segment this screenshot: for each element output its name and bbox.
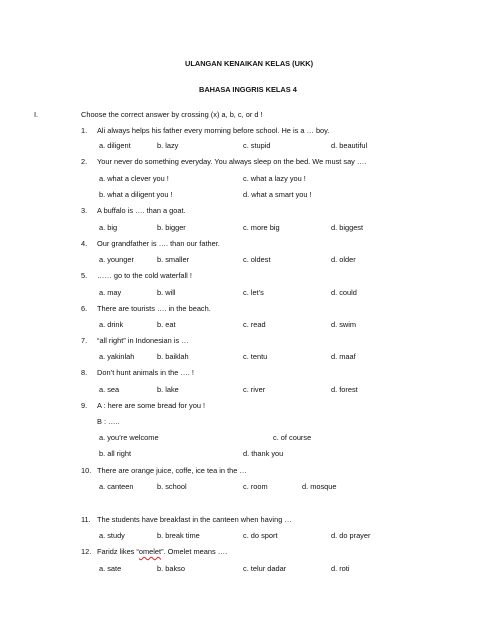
option-c: c. tentu (243, 352, 268, 361)
option-c: c. of course (273, 433, 312, 442)
question-text: There are orange juice, coffe, ice tea in the … (97, 466, 247, 475)
question-number: 6. (81, 304, 88, 313)
question-number: 7. (81, 336, 88, 345)
option-a: a. may (99, 288, 122, 297)
option-d: d. maaf (331, 352, 356, 361)
question-text (97, 548, 227, 555)
question-number: 2. (81, 157, 88, 166)
option-a: a. you’re welcome (99, 433, 159, 442)
option-b: b. school (157, 482, 187, 491)
question-text: …… go to the cold waterfall ! (97, 271, 192, 280)
page-subtitle: BAHASA INGGRIS KELAS 4 (199, 85, 297, 94)
option-a: a. drink (99, 320, 124, 329)
option-a: a. big (99, 223, 118, 232)
option-b: b. lake (157, 385, 179, 394)
option-d: d. could (331, 288, 357, 297)
option-a: a. diligent (99, 141, 131, 150)
section-instruction: Choose the correct answer by crossing (x) a, b, c, or d ! (81, 110, 263, 119)
option-d: d. thank you (243, 449, 284, 458)
option-c: c. telur dadar (243, 564, 287, 573)
option-c: c. what a lazy you ! (243, 174, 306, 183)
option-c: c. more big (243, 223, 280, 232)
question-text: Your never do something everyday. You always sleep on the bed. We must say …. (97, 157, 367, 166)
option-d: d. roti (331, 564, 350, 573)
option-a: a. sate (99, 564, 122, 573)
page-title: ULANGAN KENAIKAN KELAS (UKK) (185, 59, 314, 68)
option-d: d. mosque (302, 482, 337, 491)
option-c: c. stupid (243, 141, 271, 150)
option-c: c. oldest (243, 255, 271, 264)
question-text: Ali always helps his father every morning before school. He is a … boy. (97, 126, 330, 135)
question-text: A : here are some bread for you ! (97, 401, 206, 410)
question-text: “all right” in Indonesian is … (97, 336, 189, 345)
question-number: 5. (81, 271, 88, 280)
option-a: a. yakinlah (99, 352, 135, 361)
question-number: 11. (81, 515, 91, 524)
option-b: b. bakso (157, 564, 185, 573)
option-a: a. what a clever you ! (99, 174, 169, 183)
question-number: 4. (81, 239, 88, 248)
option-b: b. will (157, 288, 176, 297)
option-b: b. smaller (157, 255, 190, 264)
option-b: b. what a diligent you ! (99, 190, 173, 199)
question-number: 10. (81, 466, 92, 475)
question-text: There are tourists …. in the beach. (97, 304, 211, 313)
option-d: d. do prayer (331, 531, 371, 540)
question-text: A buffalo is …. than a goat. (97, 206, 186, 215)
option-b: b. lazy (157, 141, 179, 150)
option-d: d. older (331, 255, 356, 264)
option-c: c. read (243, 320, 266, 329)
option-d: d. what a smart you ! (243, 190, 312, 199)
option-c: c. let’s (243, 288, 264, 297)
option-c: c. do sport (243, 531, 278, 540)
option-a: a. study (99, 531, 125, 540)
misspelled-word: omelet (138, 547, 162, 556)
question-text: The students have breakfast in the canteen when having … (97, 515, 292, 524)
option-d: d. swim (331, 320, 357, 329)
question-number: 1. (81, 126, 88, 135)
option-b: b. baiklah (157, 352, 189, 361)
option-b: b. break time (157, 531, 200, 540)
option-b: b. eat (157, 320, 176, 329)
option-d: d. forest (331, 385, 358, 394)
option-d: d. biggest (331, 223, 364, 232)
question-text: Our grandfather is …. than our father. (97, 239, 220, 248)
question-text-end: ”. Omelet means …. (161, 547, 228, 556)
option-a: a. sea (99, 385, 120, 394)
option-a: a. canteen (99, 482, 134, 491)
question-text: Don’t hunt animals in the …. ! (97, 368, 194, 377)
option-b: b. bigger (157, 223, 186, 232)
question-number: 8. (81, 368, 88, 377)
question-text-line2: B : ….. (97, 417, 120, 426)
question-number: 12. (81, 547, 92, 556)
section-numeral: I. (34, 110, 39, 119)
question-text-start: Faridz likes “ (97, 547, 139, 556)
option-b: b. all right (99, 449, 132, 458)
option-d: d. beautiful (331, 141, 368, 150)
option-c: c. river (243, 385, 266, 394)
question-number: 3. (81, 206, 88, 215)
question-number: 9. (81, 401, 88, 410)
option-a: a. younger (99, 255, 134, 264)
option-c: c. room (243, 482, 268, 491)
